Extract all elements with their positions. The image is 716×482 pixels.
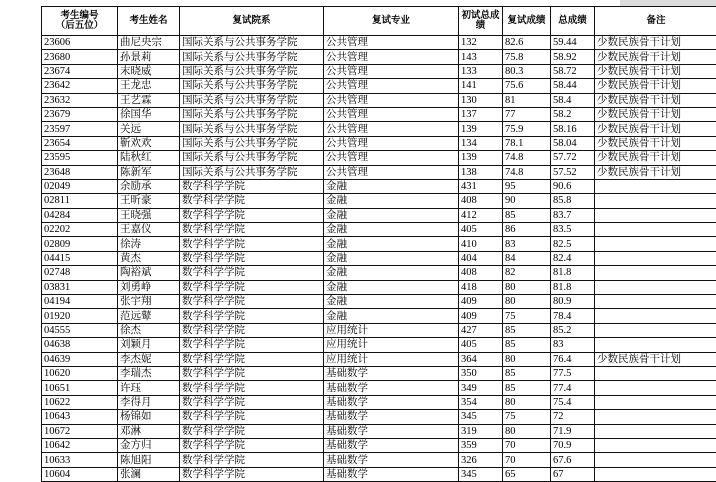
cell-candidate-name: 李杰妮 bbox=[118, 352, 180, 366]
cell-initial-score: 138 bbox=[459, 165, 503, 179]
cell-remark bbox=[595, 453, 716, 467]
cell-retest-major: 金融 bbox=[324, 266, 459, 280]
cell-retest-score: 75 bbox=[503, 410, 551, 424]
cell-retest-score: 83 bbox=[503, 237, 551, 251]
column-header-retest-major: 复试专业 bbox=[324, 7, 459, 36]
cell-retest-major: 金融 bbox=[324, 208, 459, 222]
cell-retest-department: 国际关系与公共事务学院 bbox=[180, 165, 324, 179]
cell-retest-score: 65 bbox=[503, 467, 551, 481]
cell-retest-department: 数学科学学院 bbox=[180, 266, 324, 280]
cell-remark bbox=[595, 366, 716, 380]
cell-initial-score: 410 bbox=[459, 237, 503, 251]
table-row bbox=[42, 338, 716, 352]
cell-candidate-id: 04639 bbox=[42, 352, 118, 366]
cell-retest-score: 70 bbox=[503, 438, 551, 452]
cell-retest-score: 82.6 bbox=[503, 36, 551, 50]
cell-candidate-id: 23648 bbox=[42, 165, 118, 179]
cell-candidate-name: 徐涛 bbox=[118, 237, 180, 251]
cell-retest-major: 公共管理 bbox=[324, 36, 459, 50]
cell-retest-score: 80 bbox=[503, 395, 551, 409]
cell-initial-score: 431 bbox=[459, 179, 503, 193]
column-header-candidate-name: 考生姓名 bbox=[118, 7, 180, 36]
cell-candidate-name: 王晓强 bbox=[118, 208, 180, 222]
cell-retest-score: 82 bbox=[503, 266, 551, 280]
cell-retest-score: 86 bbox=[503, 223, 551, 237]
cell-initial-score: 141 bbox=[459, 79, 503, 93]
cell-retest-major: 金融 bbox=[324, 194, 459, 208]
cell-candidate-id: 04555 bbox=[42, 323, 118, 337]
cell-retest-score: 75.9 bbox=[503, 122, 551, 136]
cell-candidate-name: 李瑞杰 bbox=[118, 366, 180, 380]
column-header-candidate-id-line1: 考生编号 bbox=[43, 11, 116, 22]
cell-initial-score: 404 bbox=[459, 251, 503, 265]
cell-candidate-name: 靳欢欢 bbox=[118, 136, 180, 150]
cell-retest-department: 国际关系与公共事务学院 bbox=[180, 107, 324, 121]
cell-remark: 少数民族骨干计划 bbox=[595, 165, 716, 179]
cell-remark bbox=[595, 424, 716, 438]
table-row bbox=[42, 266, 716, 280]
cell-total-score: 90.6 bbox=[551, 179, 595, 193]
cell-total-score: 77.5 bbox=[551, 366, 595, 380]
cell-candidate-id: 10633 bbox=[42, 453, 118, 467]
column-header-initial-score-line1: 初试总成 bbox=[460, 11, 501, 22]
cell-retest-department: 数学科学学院 bbox=[180, 366, 324, 380]
cell-retest-major: 金融 bbox=[324, 251, 459, 265]
cell-retest-score: 74.8 bbox=[503, 151, 551, 165]
cell-candidate-name: 曲尼央宗 bbox=[118, 36, 180, 50]
cell-retest-major: 金融 bbox=[324, 295, 459, 309]
cell-total-score: 85.2 bbox=[551, 323, 595, 337]
cell-retest-major: 应用统计 bbox=[324, 352, 459, 366]
cell-retest-department: 数学科学学院 bbox=[180, 237, 324, 251]
cell-retest-department: 国际关系与公共事务学院 bbox=[180, 93, 324, 107]
cell-retest-score: 84 bbox=[503, 251, 551, 265]
table-row bbox=[42, 410, 716, 424]
results-table-container bbox=[41, 6, 677, 482]
cell-total-score: 75.4 bbox=[551, 395, 595, 409]
cell-retest-department: 国际关系与公共事务学院 bbox=[180, 50, 324, 64]
cell-remark bbox=[595, 251, 716, 265]
cell-initial-score: 418 bbox=[459, 280, 503, 294]
cell-candidate-id: 04638 bbox=[42, 338, 118, 352]
cell-candidate-name: 李得月 bbox=[118, 395, 180, 409]
cell-total-score: 58.92 bbox=[551, 50, 595, 64]
cell-retest-major: 公共管理 bbox=[324, 64, 459, 78]
cell-candidate-id: 23606 bbox=[42, 36, 118, 50]
table-header bbox=[42, 7, 716, 36]
cell-retest-department: 国际关系与公共事务学院 bbox=[180, 64, 324, 78]
table-row bbox=[42, 151, 716, 165]
cell-total-score: 83.5 bbox=[551, 223, 595, 237]
cell-retest-major: 公共管理 bbox=[324, 50, 459, 64]
cell-retest-major: 公共管理 bbox=[324, 165, 459, 179]
table-row bbox=[42, 453, 716, 467]
cell-candidate-id: 02748 bbox=[42, 266, 118, 280]
cell-retest-department: 数学科学学院 bbox=[180, 352, 324, 366]
cell-candidate-name: 张宇翔 bbox=[118, 295, 180, 309]
cell-remark: 少数民族骨干计划 bbox=[595, 352, 716, 366]
cell-candidate-name: 陈旭阳 bbox=[118, 453, 180, 467]
cell-retest-score: 80.3 bbox=[503, 64, 551, 78]
cell-retest-major: 应用统计 bbox=[324, 323, 459, 337]
cell-retest-major: 公共管理 bbox=[324, 79, 459, 93]
cell-candidate-name: 陆秋红 bbox=[118, 151, 180, 165]
cell-candidate-name: 王嘉仪 bbox=[118, 223, 180, 237]
table-row bbox=[42, 280, 716, 294]
cell-retest-score: 75.8 bbox=[503, 50, 551, 64]
cell-retest-score: 85 bbox=[503, 338, 551, 352]
cell-retest-major: 金融 bbox=[324, 223, 459, 237]
cell-candidate-name: 王昕豪 bbox=[118, 194, 180, 208]
cell-candidate-name: 陶裕斌 bbox=[118, 266, 180, 280]
cell-candidate-name: 王龙忠 bbox=[118, 79, 180, 93]
cell-candidate-name: 刘勇峥 bbox=[118, 280, 180, 294]
table-row bbox=[42, 352, 716, 366]
cell-candidate-name: 金方归 bbox=[118, 438, 180, 452]
column-header-retest-score: 复试成绩 bbox=[503, 7, 551, 36]
cell-candidate-id: 23595 bbox=[42, 151, 118, 165]
cell-candidate-id: 10604 bbox=[42, 467, 118, 481]
cell-candidate-id: 23680 bbox=[42, 50, 118, 64]
cell-retest-score: 80 bbox=[503, 295, 551, 309]
cell-remark bbox=[595, 395, 716, 409]
cell-initial-score: 134 bbox=[459, 136, 503, 150]
cell-retest-department: 国际关系与公共事务学院 bbox=[180, 36, 324, 50]
cell-total-score: 71.9 bbox=[551, 424, 595, 438]
cell-candidate-id: 10642 bbox=[42, 438, 118, 452]
cell-total-score: 58.04 bbox=[551, 136, 595, 150]
cell-total-score: 78.4 bbox=[551, 309, 595, 323]
cell-total-score: 76.4 bbox=[551, 352, 595, 366]
cell-candidate-name: 许珏 bbox=[118, 381, 180, 395]
table-row bbox=[42, 323, 716, 337]
cell-remark bbox=[595, 237, 716, 251]
cell-remark bbox=[595, 309, 716, 323]
header-row bbox=[42, 7, 716, 36]
cell-retest-score: 80 bbox=[503, 280, 551, 294]
table-row bbox=[42, 50, 716, 64]
cell-initial-score: 409 bbox=[459, 295, 503, 309]
cell-retest-major: 金融 bbox=[324, 280, 459, 294]
cell-initial-score: 359 bbox=[459, 438, 503, 452]
cell-retest-score: 85 bbox=[503, 323, 551, 337]
table-row bbox=[42, 366, 716, 380]
cell-initial-score: 412 bbox=[459, 208, 503, 222]
cell-candidate-id: 10643 bbox=[42, 410, 118, 424]
cell-remark: 少数民族骨干计划 bbox=[595, 122, 716, 136]
cell-total-score: 67 bbox=[551, 467, 595, 481]
cell-total-score: 57.72 bbox=[551, 151, 595, 165]
table-row bbox=[42, 237, 716, 251]
cell-total-score: 77.4 bbox=[551, 381, 595, 395]
cell-initial-score: 349 bbox=[459, 381, 503, 395]
table-row bbox=[42, 122, 716, 136]
cell-candidate-name: 王艺霖 bbox=[118, 93, 180, 107]
cell-remark bbox=[595, 467, 716, 481]
cell-retest-score: 85 bbox=[503, 381, 551, 395]
cell-retest-department: 数学科学学院 bbox=[180, 338, 324, 352]
cell-retest-score: 75 bbox=[503, 309, 551, 323]
cell-candidate-id: 04284 bbox=[42, 208, 118, 222]
table-row bbox=[42, 251, 716, 265]
cell-remark bbox=[595, 266, 716, 280]
cell-candidate-id: 02049 bbox=[42, 179, 118, 193]
cell-candidate-id: 01920 bbox=[42, 309, 118, 323]
cell-total-score: 83 bbox=[551, 338, 595, 352]
cell-retest-major: 基础数学 bbox=[324, 366, 459, 380]
cell-candidate-name: 徐杰 bbox=[118, 323, 180, 337]
cell-remark bbox=[595, 323, 716, 337]
cell-retest-department: 数学科学学院 bbox=[180, 410, 324, 424]
cell-initial-score: 427 bbox=[459, 323, 503, 337]
cell-initial-score: 130 bbox=[459, 93, 503, 107]
cell-total-score: 81.8 bbox=[551, 280, 595, 294]
cell-candidate-id: 23597 bbox=[42, 122, 118, 136]
cell-retest-score: 80 bbox=[503, 424, 551, 438]
cell-retest-department: 数学科学学院 bbox=[180, 223, 324, 237]
cell-retest-department: 数学科学学院 bbox=[180, 381, 324, 395]
cell-retest-department: 国际关系与公共事务学院 bbox=[180, 122, 324, 136]
cell-retest-department: 国际关系与公共事务学院 bbox=[180, 151, 324, 165]
cell-remark bbox=[595, 194, 716, 208]
cell-retest-department: 数学科学学院 bbox=[180, 179, 324, 193]
column-header-candidate-id-line2: （后五位） bbox=[43, 21, 116, 32]
cell-candidate-name: 末晓威 bbox=[118, 64, 180, 78]
cell-initial-score: 132 bbox=[459, 36, 503, 50]
column-header-candidate-id bbox=[42, 7, 118, 36]
table-row bbox=[42, 194, 716, 208]
column-header-initial-score-line2: 绩 bbox=[460, 21, 501, 32]
cell-candidate-name: 黄杰 bbox=[118, 251, 180, 265]
cell-retest-department: 数学科学学院 bbox=[180, 208, 324, 222]
cell-retest-department: 数学科学学院 bbox=[180, 251, 324, 265]
cell-retest-department: 数学科学学院 bbox=[180, 395, 324, 409]
cell-retest-score: 77 bbox=[503, 107, 551, 121]
cell-total-score: 57.52 bbox=[551, 165, 595, 179]
cell-retest-score: 81 bbox=[503, 93, 551, 107]
cell-initial-score: 319 bbox=[459, 424, 503, 438]
cell-retest-major: 应用统计 bbox=[324, 338, 459, 352]
cell-remark bbox=[595, 410, 716, 424]
table-row bbox=[42, 79, 716, 93]
cell-candidate-id: 23642 bbox=[42, 79, 118, 93]
cell-initial-score: 405 bbox=[459, 223, 503, 237]
cell-remark bbox=[595, 438, 716, 452]
table-row bbox=[42, 136, 716, 150]
cell-retest-score: 70 bbox=[503, 453, 551, 467]
cell-retest-score: 75.6 bbox=[503, 79, 551, 93]
cell-candidate-id: 10622 bbox=[42, 395, 118, 409]
cell-total-score: 58.16 bbox=[551, 122, 595, 136]
cell-retest-major: 金融 bbox=[324, 309, 459, 323]
column-header-total-score: 总成绩 bbox=[551, 7, 595, 36]
cell-candidate-id: 23654 bbox=[42, 136, 118, 150]
cell-candidate-id: 10620 bbox=[42, 366, 118, 380]
cell-retest-score: 78.1 bbox=[503, 136, 551, 150]
table-row bbox=[42, 208, 716, 222]
cell-remark: 少数民族骨干计划 bbox=[595, 79, 716, 93]
cell-candidate-id: 02811 bbox=[42, 194, 118, 208]
table-row bbox=[42, 381, 716, 395]
cell-remark: 少数民族骨干计划 bbox=[595, 151, 716, 165]
cell-candidate-name: 邓淋 bbox=[118, 424, 180, 438]
cell-retest-department: 国际关系与公共事务学院 bbox=[180, 136, 324, 150]
cell-retest-major: 基础数学 bbox=[324, 453, 459, 467]
table-row bbox=[42, 179, 716, 193]
cell-retest-department: 数学科学学院 bbox=[180, 323, 324, 337]
cell-total-score: 59.44 bbox=[551, 36, 595, 50]
cell-total-score: 81.8 bbox=[551, 266, 595, 280]
cell-remark: 少数民族骨干计划 bbox=[595, 93, 716, 107]
cell-remark bbox=[595, 280, 716, 294]
column-header-remark: 备注 bbox=[595, 7, 716, 36]
cell-total-score: 80.9 bbox=[551, 295, 595, 309]
cell-initial-score: 364 bbox=[459, 352, 503, 366]
cell-initial-score: 139 bbox=[459, 122, 503, 136]
cell-candidate-id: 04194 bbox=[42, 295, 118, 309]
cell-candidate-id: 02202 bbox=[42, 223, 118, 237]
cell-retest-department: 国际关系与公共事务学院 bbox=[180, 79, 324, 93]
table-row bbox=[42, 64, 716, 78]
cell-candidate-name: 范远鼙 bbox=[118, 309, 180, 323]
cell-candidate-id: 02809 bbox=[42, 237, 118, 251]
table-row bbox=[42, 93, 716, 107]
cell-candidate-id: 10672 bbox=[42, 424, 118, 438]
cell-retest-department: 数学科学学院 bbox=[180, 467, 324, 481]
cell-initial-score: 139 bbox=[459, 151, 503, 165]
cell-remark bbox=[595, 381, 716, 395]
cell-retest-score: 90 bbox=[503, 194, 551, 208]
cell-total-score: 85.8 bbox=[551, 194, 595, 208]
cell-total-score: 67.6 bbox=[551, 453, 595, 467]
cell-total-score: 58.4 bbox=[551, 93, 595, 107]
cell-retest-major: 公共管理 bbox=[324, 122, 459, 136]
cell-initial-score: 143 bbox=[459, 50, 503, 64]
column-header-initial-score bbox=[459, 7, 503, 36]
cell-retest-department: 数学科学学院 bbox=[180, 280, 324, 294]
cell-remark: 少数民族骨干计划 bbox=[595, 36, 716, 50]
cell-retest-major: 公共管理 bbox=[324, 107, 459, 121]
table-body bbox=[42, 36, 716, 482]
cell-remark bbox=[595, 295, 716, 309]
table-row bbox=[42, 36, 716, 50]
cell-retest-score: 74.8 bbox=[503, 165, 551, 179]
cell-total-score: 83.7 bbox=[551, 208, 595, 222]
cell-initial-score: 326 bbox=[459, 453, 503, 467]
cell-retest-major: 公共管理 bbox=[324, 136, 459, 150]
cell-candidate-name: 杨锦如 bbox=[118, 410, 180, 424]
cell-retest-score: 85 bbox=[503, 208, 551, 222]
cell-candidate-name: 刘颖月 bbox=[118, 338, 180, 352]
table-row bbox=[42, 223, 716, 237]
cell-initial-score: 408 bbox=[459, 194, 503, 208]
cell-candidate-name: 余励承 bbox=[118, 179, 180, 193]
column-header-retest-department: 复试院系 bbox=[180, 7, 324, 36]
cell-retest-major: 金融 bbox=[324, 179, 459, 193]
cell-total-score: 58.72 bbox=[551, 64, 595, 78]
table-row bbox=[42, 295, 716, 309]
table-row bbox=[42, 107, 716, 121]
cell-retest-score: 95 bbox=[503, 179, 551, 193]
cell-retest-major: 基础数学 bbox=[324, 410, 459, 424]
cell-retest-score: 85 bbox=[503, 366, 551, 380]
cell-remark: 少数民族骨干计划 bbox=[595, 107, 716, 121]
cell-candidate-id: 23632 bbox=[42, 93, 118, 107]
cell-retest-department: 数学科学学院 bbox=[180, 453, 324, 467]
cell-total-score: 82.5 bbox=[551, 237, 595, 251]
cell-initial-score: 133 bbox=[459, 64, 503, 78]
cell-retest-major: 基础数学 bbox=[324, 381, 459, 395]
cell-remark: 少数民族骨干计划 bbox=[595, 64, 716, 78]
cell-retest-department: 数学科学学院 bbox=[180, 309, 324, 323]
cell-retest-major: 基础数学 bbox=[324, 467, 459, 481]
cell-initial-score: 354 bbox=[459, 395, 503, 409]
cell-retest-department: 数学科学学院 bbox=[180, 295, 324, 309]
cell-candidate-name: 陈新军 bbox=[118, 165, 180, 179]
cell-candidate-id: 23674 bbox=[42, 64, 118, 78]
cell-initial-score: 137 bbox=[459, 107, 503, 121]
table-row bbox=[42, 424, 716, 438]
cell-candidate-id: 04415 bbox=[42, 251, 118, 265]
cell-retest-major: 基础数学 bbox=[324, 395, 459, 409]
cell-total-score: 82.4 bbox=[551, 251, 595, 265]
cell-retest-major: 公共管理 bbox=[324, 93, 459, 107]
cell-initial-score: 405 bbox=[459, 338, 503, 352]
table-row bbox=[42, 309, 716, 323]
cell-retest-department: 数学科学学院 bbox=[180, 194, 324, 208]
cell-total-score: 58.44 bbox=[551, 79, 595, 93]
cell-initial-score: 408 bbox=[459, 266, 503, 280]
cell-retest-major: 金融 bbox=[324, 237, 459, 251]
cell-total-score: 58.2 bbox=[551, 107, 595, 121]
cell-candidate-id: 03831 bbox=[42, 280, 118, 294]
cell-candidate-name: 张澜 bbox=[118, 467, 180, 481]
cell-initial-score: 350 bbox=[459, 366, 503, 380]
cell-remark: 少数民族骨干计划 bbox=[595, 50, 716, 64]
cell-total-score: 70.9 bbox=[551, 438, 595, 452]
cell-candidate-name: 徐国华 bbox=[118, 107, 180, 121]
admission-results-table bbox=[41, 6, 716, 482]
cell-candidate-id: 10651 bbox=[42, 381, 118, 395]
cell-candidate-name: 关远 bbox=[118, 122, 180, 136]
cell-total-score: 72 bbox=[551, 410, 595, 424]
table-row bbox=[42, 438, 716, 452]
cell-retest-major: 基础数学 bbox=[324, 424, 459, 438]
table-row bbox=[42, 395, 716, 409]
cell-remark bbox=[595, 179, 716, 193]
cell-remark bbox=[595, 338, 716, 352]
cell-retest-department: 数学科学学院 bbox=[180, 424, 324, 438]
cell-retest-major: 基础数学 bbox=[324, 438, 459, 452]
table-row bbox=[42, 165, 716, 179]
cell-initial-score: 409 bbox=[459, 309, 503, 323]
cell-initial-score: 345 bbox=[459, 467, 503, 481]
cell-retest-major: 公共管理 bbox=[324, 151, 459, 165]
cell-remark bbox=[595, 208, 716, 222]
cell-retest-score: 80 bbox=[503, 352, 551, 366]
cell-candidate-name: 孙景莉 bbox=[118, 50, 180, 64]
cell-remark: 少数民族骨干计划 bbox=[595, 136, 716, 150]
cell-remark bbox=[595, 223, 716, 237]
table-row bbox=[42, 467, 716, 481]
cell-retest-department: 数学科学学院 bbox=[180, 438, 324, 452]
cell-candidate-id: 23679 bbox=[42, 107, 118, 121]
cell-initial-score: 345 bbox=[459, 410, 503, 424]
